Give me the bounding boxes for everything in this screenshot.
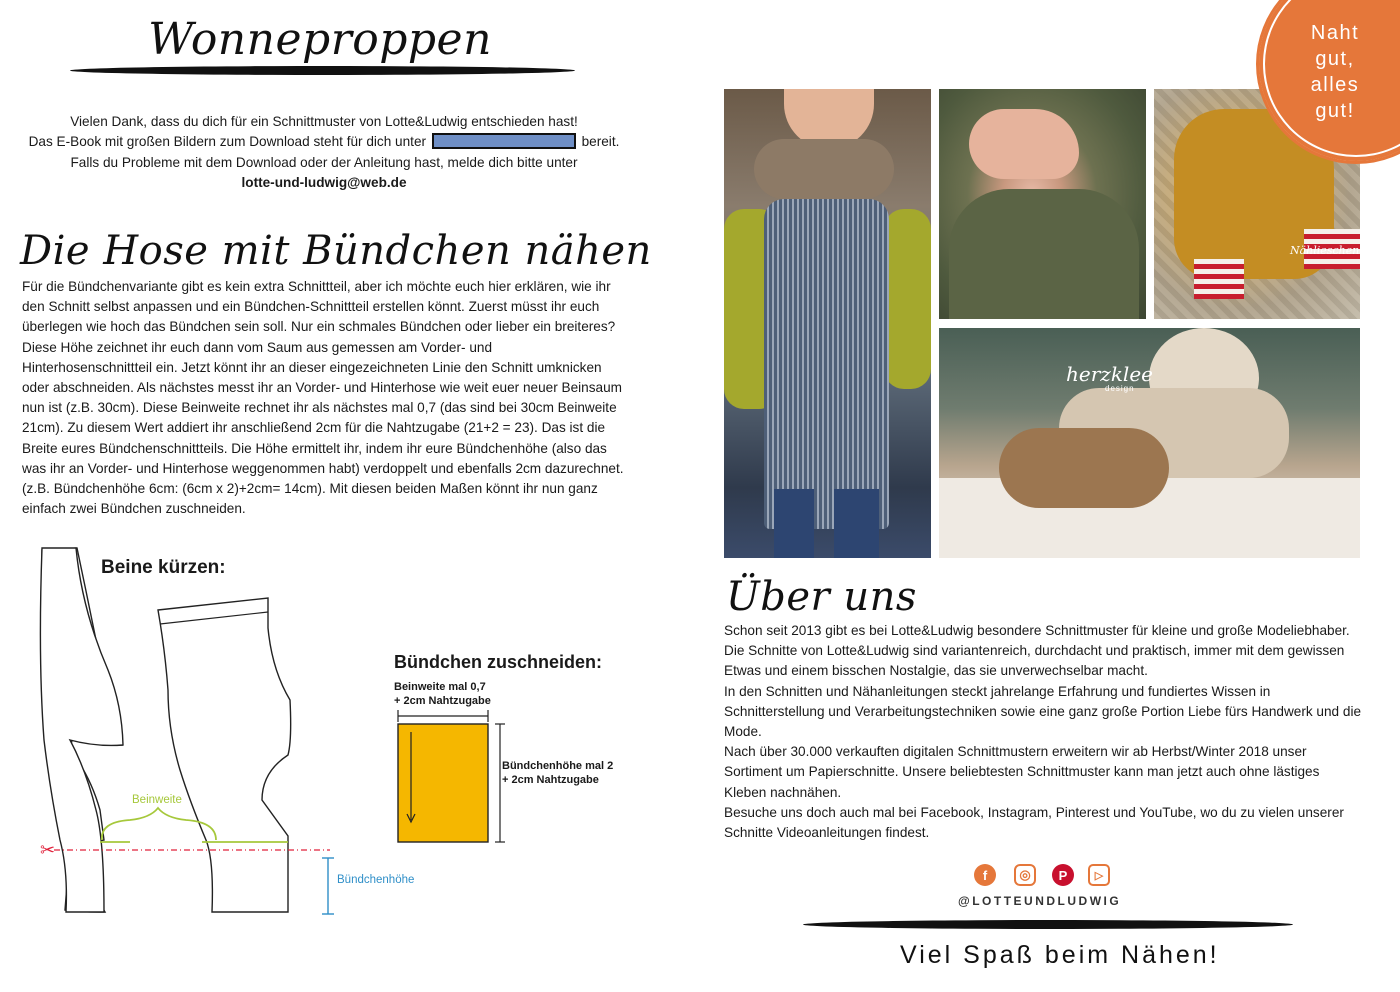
intro-download-suffix: bereit.	[581, 134, 620, 150]
height-formula-line-2: + 2cm Nahtzugabe	[502, 774, 599, 786]
herzklee-watermark-sub: design	[1105, 384, 1135, 393]
about-paragraph: Besuche uns doch auch mal bei Facebook, Instagram, Pinterest und YouTube, wo du zu vielen unserer Schnitte Videoanleitungen findest.	[724, 804, 1344, 841]
intro-line-thanks: Vielen Dank, dass du dich für ein Schnittmuster von Lotte&Ludwig entschieden hast!	[70, 114, 578, 129]
photo-child-overalls	[724, 89, 931, 558]
diagram-label-height-formula	[502, 759, 613, 787]
diagram-label-zuschneiden: Bündchen zuschneiden:	[394, 652, 603, 672]
badge-line-4: gut!	[1315, 100, 1355, 122]
about-paragraph: In den Schnitten und Nähanleitungen steckt jahrelange Erfahrung und fundiertes Wissen in Schnitterstellung und Verarbeitungstechniken sowie eine ganz große Portion Liebe fürs Handwerk und die Mode.	[724, 683, 1362, 740]
youtube-icon[interactable]: ▷	[1088, 864, 1110, 886]
about-paragraph: Schon seit 2013 gibt es bei Lotte&Ludwig besondere Schnittmuster für kleine und große Modeliebhaber.	[724, 623, 1350, 638]
badge-line-2: gut,	[1315, 48, 1355, 70]
height-formula-line-1: Bündchenhöhe mal 2	[502, 760, 614, 772]
closing-text: Viel Spaß beim Nähen!	[900, 941, 1220, 969]
instagram-icon[interactable]: ◎	[1014, 864, 1036, 886]
diagram-label-width-formula	[394, 680, 491, 708]
brush-stroke-divider	[802, 920, 1294, 929]
contact-email[interactable]: lotte-und-ludwig@web.de	[241, 175, 407, 191]
intro-line-problems: Falls du Probleme mit dem Download oder der Anleitung hast, melde dich bitte unter	[70, 154, 578, 170]
badge-line-3: alles	[1310, 74, 1360, 96]
redacted-link	[432, 133, 576, 149]
brush-stroke-divider	[69, 66, 576, 75]
intro-paragraph	[16, 112, 632, 194]
page-title: Wonneproppen	[148, 14, 492, 65]
pinterest-icon[interactable]: P	[1052, 864, 1074, 886]
diagram-label-beinweite: Beinweite	[132, 794, 182, 806]
width-formula-line-1: Beinweite mal 0,7	[394, 681, 486, 693]
social-handle[interactable]: @LOTTEUNDLUDWIG	[958, 894, 1122, 908]
front-pants-outline	[158, 598, 291, 912]
badge-line-1: Naht	[1310, 22, 1360, 44]
diagram-label-beine-kuerzen: Beine kürzen:	[101, 557, 226, 578]
width-formula-line-2: + 2cm Nahtzugabe	[394, 695, 491, 707]
herzklee-watermark: herzklee	[1066, 362, 1154, 386]
diagram-label-buendchenhoehe: Bündchenhöhe	[337, 874, 415, 886]
naehlieschen-watermark: Nählieschen	[1290, 244, 1360, 257]
about-body-text	[724, 621, 1364, 843]
instruction-body-text: Für die Bündchenvariante gibt es kein extra Schnittteil, aber ich möchte euch hier erklären, wie ihr den Schnitt selbst anpassen und ein Bündchen-Schnittteil erstellen könnt. Zuerst müsst ihr euch überlegen wie hoch das Bündchen sein soll. Nur ein schmales Bündchen oder lieber ein breiteres? Diese Höhe zeichnet ihr euch dann vom Saum aus gemessen am Vorder- und Hinterhosenschnittteil ein. Jetzt könnt ihr an dieser eingezeichneten Linie den Schnitt umknicken oder abschneiden. Als nächstes messt ihr an Vorder- und Hinterhose wie weit euer neuer Beinsaum nun ist (z.B. 30cm). Diese Beinweite rechnet ihr als nächstes mal 0,7 (das sind bei 30cm Beinweite 21cm). Zu diesem Wert addiert ihr anschließend 2cm für die Nahtzugabe (21+2 = 23). Das ist die Breite eures Bündchenschnittteils. Die Höhe ermittelt ihr, indem ihr eure Bündchenhöhe (also das was ihr an Vorder- und Hinterhose weggenommen habt) verdoppelt und ebenfalls 2cm dazurechnet. (z.B. Bündchenhöhe 6cm: (6cm x 2)+2cm= 14cm). Mit diesen beiden Maßen könnt ihr nun ganz einfach zwei Bündchen zuschneiden.	[22, 279, 624, 517]
intro-line-download	[16, 132, 632, 152]
intro-download-text: Das E-Book mit großen Bildern zum Download steht für dich unter	[28, 134, 427, 150]
facebook-icon[interactable]: f	[974, 864, 996, 886]
pattern-diagram	[30, 540, 510, 930]
photo-baby-feet	[939, 89, 1146, 319]
scissors-icon: ✂	[40, 840, 56, 860]
about-paragraph: Die Schnitte von Lotte&Ludwig sind variantenreich, durchdacht und praktisch, immer mit dem gewissen Etwas und einem bisschen Nostalgie, das sie unverwechselbar macht.	[724, 643, 1345, 679]
about-title: Über uns	[726, 574, 917, 620]
about-paragraph: Nach über 30.000 verkauften digitalen Schnittmustern erweitern wir ab Herbst/Winter 2018 unser Sortiment um Papierschnitte. Unsere beliebtesten Schnittmuster kann man jetzt auch ohne lästiges Kleben nachnähen.	[724, 744, 1320, 800]
section-title: Die Hose mit Bündchen nähen	[20, 228, 652, 274]
slogan-badge-text	[1294, 20, 1376, 124]
